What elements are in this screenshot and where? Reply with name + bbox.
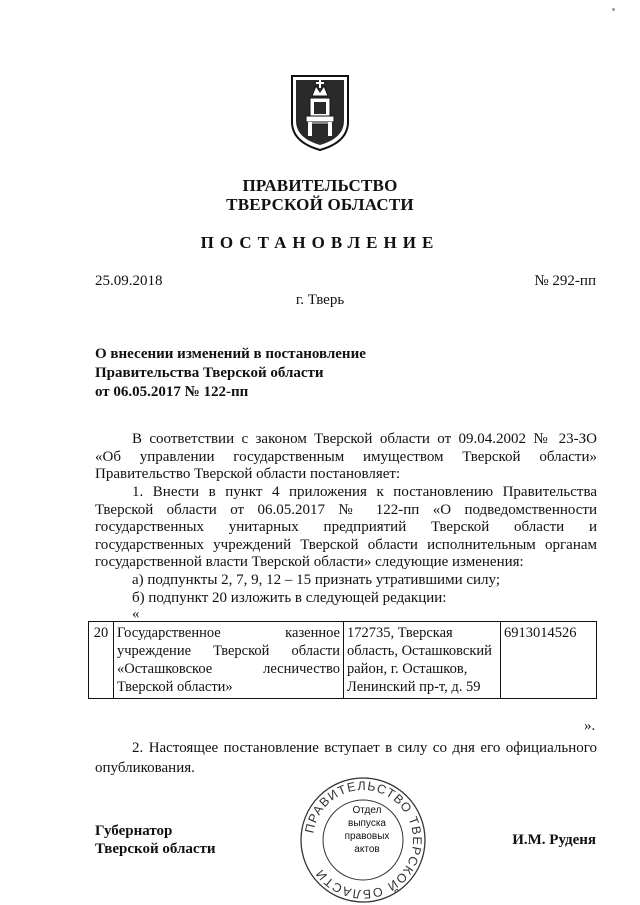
item-1-line: Тверской области от 06.05.2017 № 122-пп «О подведомственности [95,501,597,518]
subject-line: от 06.05.2017 № 122-пп [95,384,249,400]
cell-line: «Осташковское лесничество [117,661,340,677]
cell-line: Государственное казенное [117,625,340,641]
cell-line: Тверской области» [117,679,233,695]
intro-line: «Об управлении государственным имуществом Тверской области» [95,448,597,465]
inn-cell: 6913014526 [501,622,597,699]
stamp-line: актов [354,844,380,855]
subject-line: О внесении изменений в постановление [95,346,366,362]
stamp-line: Отдел [352,805,382,816]
scan-speck [612,8,615,11]
position-line: Губернатор [95,823,173,839]
cell-line: учреждение Тверской области [117,643,340,659]
item-1-paragraph [95,484,597,607]
cell-line: область, [347,643,398,659]
intro-line: Правительство Тверской области постановляет: [95,466,401,483]
stamp-ring-text: ПРАВИТЕЛЬСТВО ТВЕРСКОЙ ОБЛАСТИ [302,778,425,902]
document-subject [95,345,366,402]
amendment-table [88,621,597,699]
document-number: № 292-пп [534,273,596,289]
closing-quote: ». [584,718,596,734]
cell-line: г. Осташков, [390,661,468,677]
intro-paragraph [95,431,597,484]
address-cell [344,622,501,699]
stamp-line: правовых [344,831,390,842]
cell-line: Осташковский район, [347,643,492,677]
document-type: ПОСТАНОВЛЕНИЕ [200,233,440,252]
row-number: 20 [89,622,114,699]
stamp-inner-text [336,804,398,856]
signatory-position [95,822,216,858]
document-city: г. Тверь [295,292,345,308]
item-1-line: государственной власти Тверской области» следующие изменения: [95,554,524,571]
org-name-line1: ПРАВИТЕЛЬСТВО [242,176,398,195]
opening-quote: « [132,606,140,622]
position-line: Тверской области [95,841,216,857]
item-1-line: государственных учреждений Тверской области исполнительным органам [95,536,597,553]
subject-line: Правительства Тверской области [95,365,324,381]
institution-name-cell [114,622,344,699]
cell-line: 172735, Тверская [347,625,453,641]
intro-line: В соответствии с законом Тверской области от 09.04.2002 № 23-ЗО [132,431,597,447]
cell-line: Ленинский пр-т, д. 59 [347,679,481,695]
org-name-line2: ТВЕРСКОЙ ОБЛАСТИ [226,195,414,214]
table-row [89,622,597,699]
stamp-line: выпуска [348,818,386,829]
item-1-line: 1. Внести в пункт 4 приложения к постановлению Правительства [132,484,597,500]
item-2-paragraph: 2. Настоящее постановление вступает в силу со дня его официального опубликования. [95,740,597,776]
document-date: 25.09.2018 [95,273,163,289]
coat-of-arms-emblem [288,72,352,152]
signatory-name: И.М. Руденя [512,832,596,848]
item-1-line: государственных унитарных предприятий Тверской области и [95,519,597,536]
item-1b: б) подпункт 20 изложить в следующей редакции: [132,589,447,606]
item-1a: а) подпункты 2, 7, 9, 12 – 15 признать утратившими силу; [132,571,500,588]
